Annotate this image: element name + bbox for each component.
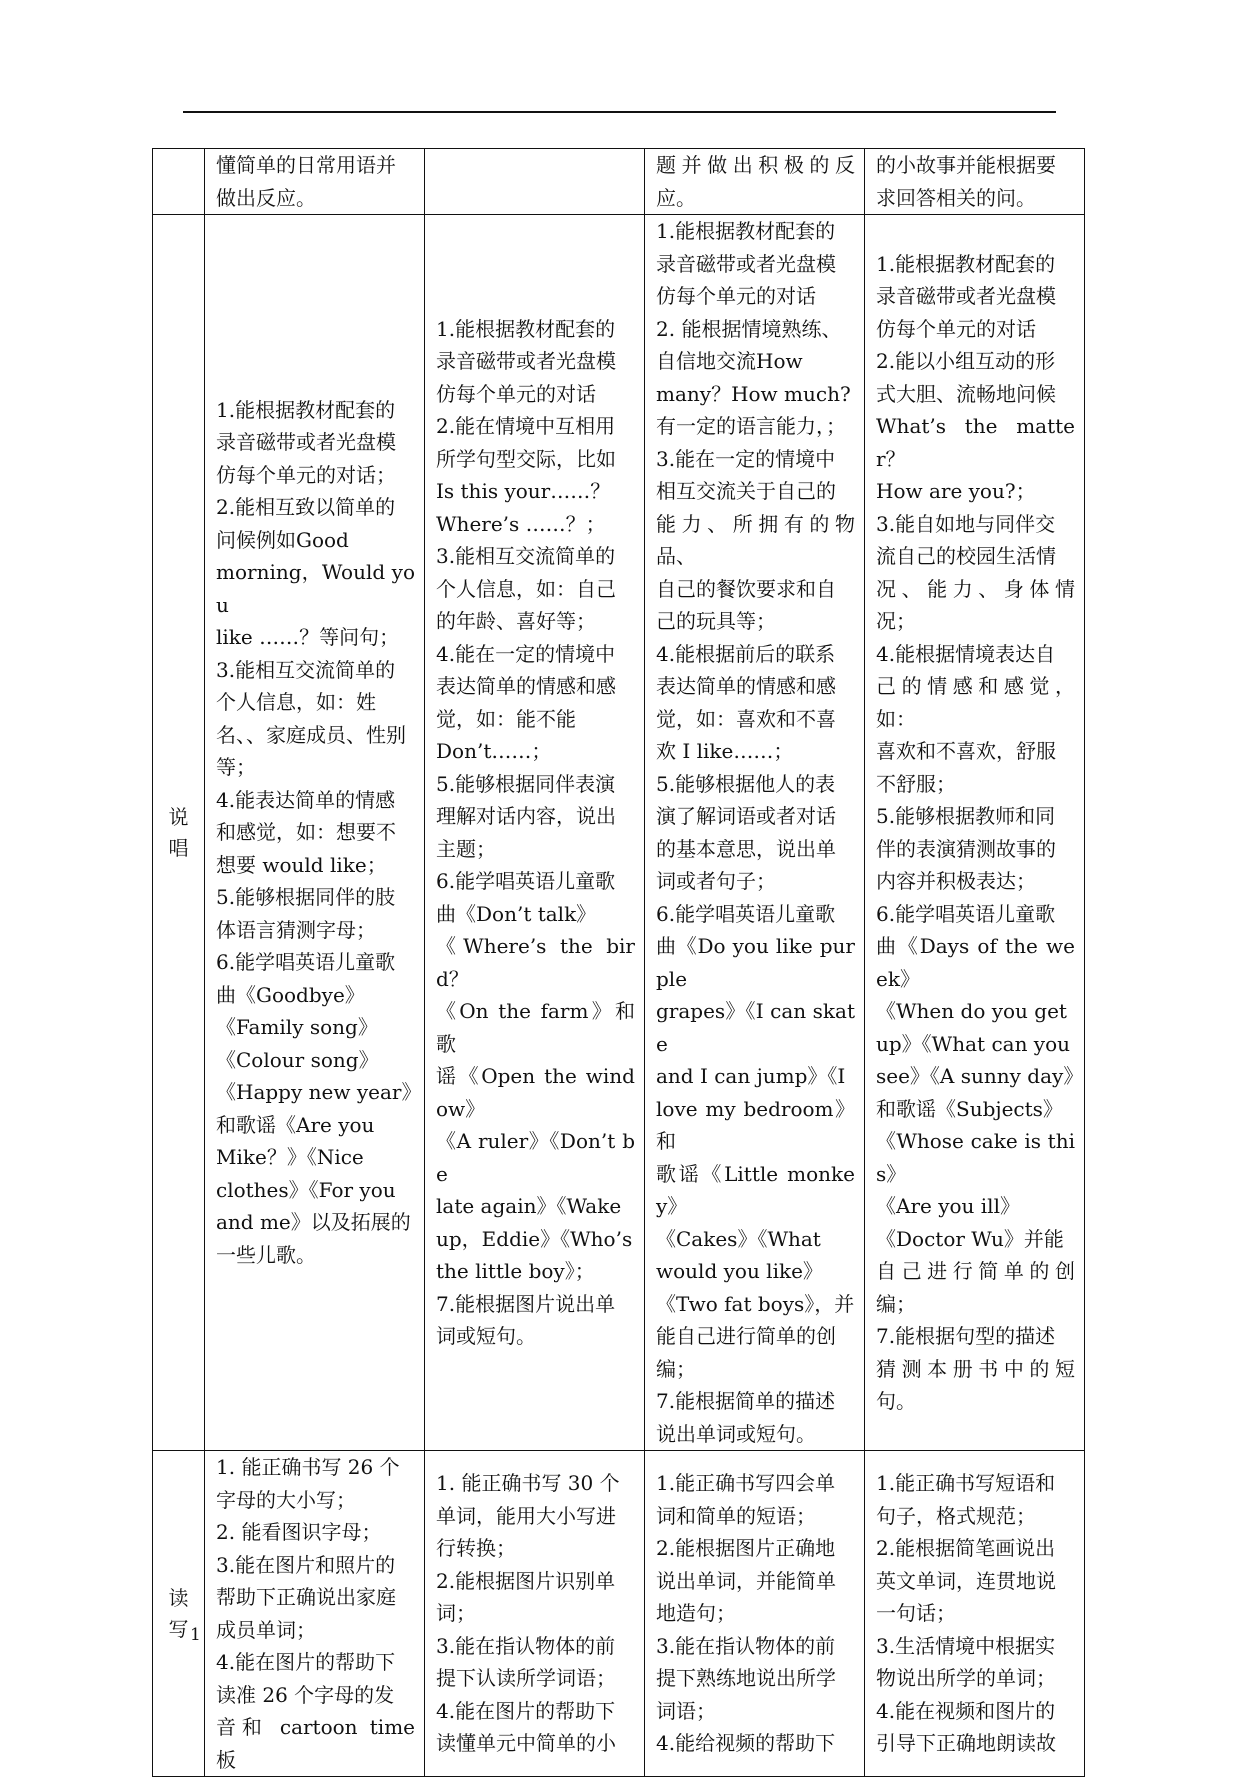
cell-text-line: 《Are you ill》	[876, 1194, 1020, 1218]
cell-text-line: 1.能根据教材配套的	[876, 251, 1056, 276]
cell-text-line: 英文单词，连贯地说	[876, 1568, 1056, 1593]
grade-4-cell	[865, 149, 1085, 215]
cell-text-line: up，Eddie》《Who’s	[436, 1226, 633, 1251]
cell-text-line: 录音磁带或者光盘模	[656, 251, 836, 276]
grade-1-cell	[205, 1451, 425, 1777]
cell-text-line: 录音磁带或者光盘模	[436, 349, 616, 373]
cell-text-line: 2.能根据图片识别单	[436, 1568, 616, 1593]
cell-text-line: Mike？》《Nice	[216, 1145, 364, 1170]
grade-4-cell	[865, 215, 1085, 1451]
cell-text-line: 有一定的语言能力，；	[656, 414, 846, 438]
cell-text-line: late again》《Wake	[436, 1194, 622, 1218]
cell-text-line: 4.能在一定的情境中	[436, 641, 616, 666]
cell-text-line: 《When do you get	[876, 999, 1067, 1023]
cell-text-line: 内容并积极表达；	[876, 869, 1036, 893]
cell-text-line: 句子，格式规范；	[876, 1503, 1036, 1528]
cell-text-line: 地造句；	[656, 1601, 736, 1626]
cell-text-line: 自己的餐饮要求和自	[656, 576, 836, 601]
cell-text-line: 自己进行简单的创编；	[876, 1259, 1075, 1316]
cell-text-line: 7.能根据句型的描述	[876, 1324, 1056, 1348]
cell-text-line: 《Whose cake is this》	[876, 1129, 1075, 1186]
cell-text-line: 仿每个单元的对话	[656, 284, 816, 308]
cell-text-line: 词或短句。	[436, 1324, 536, 1348]
cell-text-line: 的年龄、喜好等；	[436, 609, 596, 633]
cell-text-line: 《Colour song》	[216, 1047, 379, 1072]
curriculum-standards-table	[152, 148, 1085, 1777]
cell-text-line: and I can jump》《I	[656, 1064, 846, 1088]
cell-text-line: 名、、家庭成员、性别	[216, 722, 406, 747]
cell-text-line: 己的情感和感觉，如：	[876, 674, 1075, 731]
cell-text-line: 己的玩具等；	[656, 609, 776, 633]
grade-1-cell	[205, 215, 425, 1451]
cell-text-line: 4.能在图片的帮助下	[436, 1698, 616, 1723]
cell-text-line: 7.能根据图片说出单	[436, 1291, 616, 1316]
cell-text-line: 一些儿歌。	[216, 1242, 316, 1267]
cell-text-line: Don’t……；	[436, 739, 552, 763]
category-label: 读写	[168, 1585, 189, 1641]
cell-text-line: 1.能正确书写短语和	[876, 1471, 1056, 1496]
category-label: 说唱	[168, 804, 189, 860]
cell-text-line: 歌谣《Little monkey》	[656, 1161, 855, 1218]
cell-text-line: 字母的大小写；	[216, 1487, 356, 1512]
cell-text-line: 做出反应。	[216, 185, 316, 210]
cell-text-line: would you like》	[656, 1259, 823, 1283]
cell-text-line: Where’s ……？；	[436, 511, 606, 536]
category-cell	[153, 149, 205, 215]
cell-text-line: morning，Would you	[216, 560, 415, 617]
cell-text-line: 3.能在指认物体的前	[436, 1633, 616, 1658]
cell-text-line: 《On the farm》和歌	[436, 999, 635, 1056]
cell-text-line: 表达简单的情感和感	[436, 674, 616, 698]
cell-text-line: 《Family song》	[216, 1015, 378, 1040]
cell-text-line: 1. 能正确书写 26 个	[216, 1455, 400, 1479]
header-rule	[183, 111, 1056, 113]
reading-writing-row	[153, 1451, 1085, 1777]
cell-text-line: 5.能够根据教师和同	[876, 804, 1056, 828]
cell-text-line: 题并做出积极的反应。	[656, 153, 855, 210]
cell-text-line: 4.能根据情境表达自	[876, 641, 1056, 666]
cell-text-line: 4.能根据前后的联系	[656, 641, 836, 666]
cell-text-line: 5.能够根据同伴表演	[436, 771, 616, 796]
cell-text-line: 个人信息，如：姓	[216, 690, 376, 715]
cell-text-line: 式大胆、流畅地问候	[876, 381, 1056, 406]
cell-text-line: 懂简单的日常用语并	[216, 153, 396, 177]
cell-text-line: 4.能在图片的帮助下	[216, 1650, 396, 1674]
cell-text-line: 能自己进行简单的创	[656, 1324, 836, 1348]
category-cell	[153, 215, 205, 1451]
cell-text-line: 说出单词，并能简单	[656, 1568, 836, 1593]
cell-text-line: grapes》《I can skate	[656, 999, 855, 1056]
cell-text-line: 读准 26 个字母的发	[216, 1682, 395, 1707]
cell-text-line: 1.能根据教材配套的	[216, 397, 396, 422]
cell-text-line: 《Two fat boys》，并	[656, 1291, 855, 1316]
cell-text-line: 仿每个单元的对话	[436, 381, 596, 406]
cell-text-line: 喜欢和不喜欢，舒服	[876, 739, 1056, 763]
cell-text-line: 《Where’s the bird？	[436, 934, 635, 991]
cell-text-line: 音和 cartoon time 板	[216, 1715, 415, 1772]
cell-text-line: like ……？等问句；	[216, 625, 400, 650]
cell-text-line: 2. 能看图识字母；	[216, 1520, 382, 1544]
cell-text-line: 词；	[436, 1601, 476, 1626]
cell-text-line: What’s the matter？	[876, 414, 1075, 471]
cell-text-line: 流自己的校园生活情	[876, 544, 1056, 568]
cell-text-line: up》《What can you	[876, 1031, 1071, 1056]
cell-text-line: 5.能够根据同伴的肢	[216, 885, 396, 910]
cell-text-line: 2.能在情境中互相用	[436, 414, 616, 438]
cell-text-line: 2. 能根据情境熟练、	[656, 316, 842, 341]
cell-text-line: clothes》《For you	[216, 1177, 396, 1202]
cell-text-line: 所学句型交际，比如	[436, 446, 616, 471]
cell-text-line: 5.能够根据他人的表	[656, 771, 836, 796]
cell-text-line: 表达简单的情感和感	[656, 674, 836, 698]
cell-text-line: 3.能在指认物体的前	[656, 1633, 836, 1658]
cell-text-line: 演了解词语或者对话	[656, 804, 836, 828]
cell-text-line: 一句话；	[876, 1601, 956, 1626]
cell-text-line: 词和简单的短语；	[656, 1503, 816, 1528]
cell-text-line: 6.能学唱英语儿童歌	[436, 869, 616, 893]
cell-text-line: 曲《Do you like purple	[656, 934, 855, 991]
cell-text-line: 引导下正确地朗读故	[876, 1731, 1056, 1756]
cell-text-line: 2.能根据简笔画说出	[876, 1536, 1056, 1561]
cell-text-line: 想要 would like；	[216, 852, 387, 877]
cell-text-line: 曲《Goodbye》	[216, 982, 365, 1007]
cell-text-line: 3.能相互交流简单的	[436, 544, 616, 568]
cell-text-line: 能力、所拥有的物品、	[656, 511, 855, 568]
cell-text-line: 主题；	[436, 836, 496, 861]
grade-1-cell	[205, 149, 425, 215]
cell-text-line: 单词，能用大小写进	[436, 1503, 616, 1528]
category-cell	[153, 1451, 205, 1777]
cell-text-line: 6.能学唱英语儿童歌	[876, 901, 1056, 926]
cell-text-line: 6.能学唱英语儿童歌	[216, 950, 396, 975]
cell-text-line: 1. 能正确书写 30 个	[436, 1471, 620, 1496]
cell-text-line: 和感觉，如：想要不	[216, 820, 396, 845]
cell-text-line: 仿每个单元的对话	[876, 316, 1036, 341]
cell-text-line: 问候例如Good	[216, 527, 349, 552]
cell-text-line: 仿每个单元的对话；	[216, 462, 396, 487]
cell-text-line: 不舒服；	[876, 771, 956, 796]
grade-3-cell	[645, 215, 865, 1451]
cell-text-line: 行转换；	[436, 1536, 516, 1561]
cell-text-line: 和歌谣《Are you	[216, 1112, 375, 1137]
cell-text-line: many？How much?	[656, 381, 851, 406]
cell-text-line: 谣《Open the window》	[436, 1064, 635, 1121]
cell-text-line: 况、能力、身体情况；	[876, 576, 1075, 633]
continued-row	[153, 149, 1085, 215]
cell-text-line: 提下认读所学词语；	[436, 1666, 616, 1691]
cell-text-line: 2.能相互致以简单的	[216, 495, 396, 520]
grade-2-cell	[425, 1451, 645, 1777]
cell-text-line: the little boy》；	[436, 1259, 595, 1283]
cell-text-line: see》《A sunny day》	[876, 1064, 1084, 1088]
cell-text-line: 相互交流关于自己的	[656, 479, 836, 503]
grade-4-cell	[865, 1451, 1085, 1777]
cell-text-line: 3.能在图片和照片的	[216, 1552, 396, 1577]
grade-2-cell	[425, 149, 645, 215]
cell-text-line: 1.能根据教材配套的	[436, 316, 616, 341]
cell-text-line: 4.能给视频的帮助下	[656, 1731, 836, 1756]
cell-text-line: 4.能表达简单的情感	[216, 787, 396, 812]
cell-text-line: 读懂单元中简单的小	[436, 1731, 616, 1756]
cell-text-line: 1.能正确书写四会单	[656, 1471, 836, 1496]
cell-text-line: 的基本意思，说出单	[656, 836, 836, 861]
cell-text-line: 录音磁带或者光盘模	[216, 430, 396, 455]
grade-2-cell	[425, 215, 645, 1451]
cell-text-line: 伴的表演猜测故事的	[876, 836, 1056, 861]
cell-text-line: 2.能根据图片正确地	[656, 1536, 836, 1561]
cell-text-line: 理解对话内容，说出	[436, 804, 616, 828]
cell-text-line: 3.能自如地与同伴交	[876, 511, 1056, 536]
cell-text-line: 帮助下正确说出家庭	[216, 1585, 396, 1609]
cell-text-line: 猜测本册书中的短句。	[876, 1356, 1075, 1413]
cell-text-line: How are you?；	[876, 479, 1036, 503]
cell-text-line: 《Cakes》《What	[656, 1226, 821, 1251]
cell-text-line: 欢 I like……；	[656, 739, 794, 763]
cell-text-line: 个人信息，如：自己	[436, 576, 616, 601]
grade-3-cell	[645, 149, 865, 215]
cell-text-line: 《A ruler》《Don’t be	[436, 1129, 635, 1186]
grade-3-cell	[645, 1451, 865, 1777]
cell-text-line: 编；	[656, 1356, 696, 1381]
cell-text-line: 4.能在视频和图片的	[876, 1698, 1056, 1723]
cell-text-line: 录音磁带或者光盘模	[876, 284, 1056, 308]
cell-text-line: 3.能在一定的情境中	[656, 446, 836, 471]
cell-text-line: and me》以及拓展的	[216, 1210, 411, 1235]
cell-text-line: 觉，如：能不能	[436, 706, 576, 731]
cell-text-line: 成员单词；	[216, 1617, 316, 1642]
cell-text-line: 提下熟练地说出所学	[656, 1666, 836, 1691]
cell-text-line: 说出单词或短句。	[656, 1421, 816, 1446]
cell-text-line: 和歌谣《Subjects》	[876, 1096, 1063, 1121]
cell-text-line: 曲《Don’t talk》	[436, 901, 597, 926]
cell-text-line: 体语言猜测字母；	[216, 917, 376, 942]
cell-text-line: 词或者句子；	[656, 869, 776, 893]
cell-text-line: Is this your……？	[436, 479, 611, 503]
cell-text-line: 词语；	[656, 1698, 716, 1723]
cell-text-line: 求回答相关的问。	[876, 185, 1036, 210]
cell-text-line: 曲《Days of the week》	[876, 934, 1075, 991]
cell-text-line: 1.能根据教材配套的	[656, 219, 836, 243]
cell-text-line: 《Happy new year》	[216, 1080, 422, 1105]
speaking-singing-row	[153, 215, 1085, 1451]
cell-text-line: 3.能相互交流简单的	[216, 657, 396, 682]
cell-text-line: 3.生活情境中根据实	[876, 1633, 1056, 1658]
cell-text-line: 觉，如：喜欢和不喜	[656, 706, 836, 731]
page-number: 1	[190, 1625, 201, 1645]
cell-text-line: 等；	[216, 755, 256, 780]
cell-text-line: 《Doctor Wu》并能	[876, 1226, 1064, 1251]
cell-text-line: 6.能学唱英语儿童歌	[656, 901, 836, 926]
cell-text-line: 的小故事并能根据要	[876, 153, 1056, 177]
cell-text-line: 物说出所学的单词；	[876, 1666, 1056, 1691]
cell-text-line: 自信地交流How	[656, 349, 803, 373]
cell-text-line: 2.能以小组互动的形	[876, 349, 1056, 373]
cell-text-line: love my bedroom》和	[656, 1096, 855, 1153]
cell-text-line: 7.能根据简单的描述	[656, 1389, 836, 1413]
